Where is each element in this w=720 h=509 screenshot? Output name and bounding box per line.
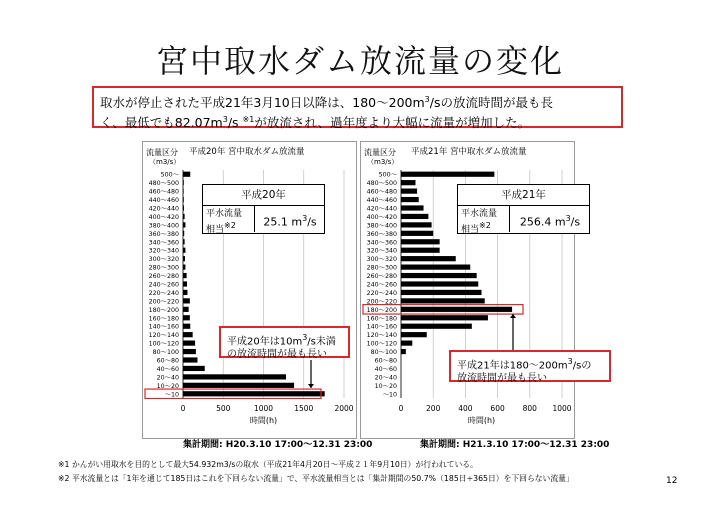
info-box-head: 平成21年 — [458, 185, 589, 206]
footnotes — [58, 458, 574, 486]
bar — [401, 180, 415, 185]
bar — [183, 315, 190, 320]
page-number: 12 — [666, 476, 678, 486]
y-tick-label: 40～60 — [156, 365, 179, 373]
bar — [401, 281, 478, 286]
x-tick-label: 600 — [490, 404, 505, 413]
x-tick-label: 800 — [522, 404, 537, 413]
bar — [183, 290, 187, 295]
y-tick-label: 120～140 — [366, 332, 397, 340]
bar — [401, 332, 427, 337]
y-tick-label: 440～460 — [366, 197, 397, 205]
y-tick-label: 460～480 — [366, 188, 397, 196]
bar — [401, 189, 417, 194]
x-tick-label: 200 — [426, 404, 441, 413]
bar — [183, 273, 187, 278]
bar — [183, 298, 190, 303]
callout-line-2: の放流時間が最も長い — [227, 349, 327, 361]
bar — [401, 298, 485, 303]
chart-title-h21: 平成21年 宮中取水ダム放流量 — [411, 147, 527, 157]
y-tick-label: 260～280 — [366, 273, 397, 281]
y-tick-label: 440～460 — [148, 197, 179, 205]
y-tick-label: 10～20 — [156, 382, 179, 390]
bar — [183, 281, 187, 286]
y-axis-unit: （m3/s） — [149, 158, 181, 166]
bar — [183, 341, 195, 346]
bar — [183, 357, 197, 362]
y-tick-label: ～10 — [164, 391, 179, 399]
y-tick-label: 340～360 — [366, 239, 397, 247]
bar — [183, 256, 185, 261]
bar — [401, 307, 512, 312]
bar — [183, 349, 196, 354]
x-tick-label: 0 — [398, 404, 404, 413]
bar — [183, 205, 184, 210]
y-tick-label: 220～240 — [366, 289, 397, 297]
y-tick-label: 340～360 — [148, 239, 179, 247]
callout-h21 — [449, 350, 611, 385]
y-tick-label: 140～160 — [366, 323, 397, 331]
x-axis-title: 時間(h) — [249, 416, 278, 425]
info-box-value: 256.4 $m^3/s$ — [519, 214, 581, 229]
x-tick-label: 1000 — [253, 404, 274, 413]
info-box-h20 — [202, 184, 325, 234]
bar — [183, 383, 294, 388]
y-tick-label: 320～340 — [148, 247, 179, 255]
bar — [401, 172, 494, 177]
y-tick-label: 160～180 — [366, 315, 397, 323]
arrow-head — [308, 384, 314, 388]
y-tick-label: 280～300 — [148, 264, 179, 272]
y-tick-label: 100～120 — [148, 340, 179, 348]
bar — [183, 197, 184, 202]
bar — [183, 248, 185, 253]
y-tick-label: 420～440 — [366, 205, 397, 213]
y-tick-label: 380～400 — [366, 222, 397, 230]
info-box-head: 平成20年 — [203, 185, 324, 206]
bar — [401, 214, 428, 219]
y-tick-label: 240～260 — [366, 281, 397, 289]
y-tick-label: 60～80 — [156, 357, 179, 365]
summary-box — [92, 86, 623, 131]
y-tick-label: 240～260 — [148, 281, 179, 289]
bar — [401, 239, 440, 244]
info-box-value: 25.1 $m^3/s$ — [263, 214, 317, 229]
y-tick-label: 20～40 — [374, 374, 397, 382]
x-axis-title: 時間(h) — [467, 416, 496, 425]
y-tick-label: 20～40 — [156, 374, 179, 382]
bar — [401, 197, 419, 202]
y-tick-label: 420～440 — [148, 205, 179, 213]
footnote-1: ※1 かんがい用取水を目的として最大54.932m3/sの取水（平成21年4月20日～平成２１年9月10日）が行われている。 — [58, 460, 478, 469]
bar — [401, 265, 470, 270]
bar — [401, 290, 482, 295]
y-tick-label: 40～60 — [374, 365, 397, 373]
y-tick-label: 100～120 — [366, 340, 397, 348]
bar — [401, 315, 488, 320]
y-tick-label: 480～500 — [148, 180, 179, 188]
y-tick-label: 180～200 — [366, 306, 397, 314]
bar — [183, 180, 184, 185]
bar — [183, 222, 185, 227]
period-h21: 集計期間: H21.3.10 17:00～12.31 23:00 — [420, 440, 610, 450]
x-tick-label: 1500 — [294, 404, 314, 413]
bar — [401, 205, 424, 210]
x-tick-label: 2000 — [334, 404, 354, 413]
y-tick-label: 360～380 — [148, 230, 179, 238]
callout-h20 — [219, 326, 350, 361]
y-tick-label: 200～220 — [148, 298, 179, 306]
bar — [183, 391, 325, 396]
y-tick-label: 160～180 — [148, 315, 179, 323]
y-tick-label: 260～280 — [148, 273, 179, 281]
chart-title-h20: 平成20年 宮中取水ダム放流量 — [189, 147, 305, 157]
y-tick-label: 80～100 — [152, 349, 179, 357]
y-tick-label: 400～420 — [366, 213, 397, 221]
y-tick-label: 320～340 — [366, 247, 397, 255]
x-tick-label: 500 — [216, 404, 231, 413]
x-tick-label: 0 — [180, 404, 186, 413]
bar — [401, 349, 406, 354]
y-tick-label: 500～ — [160, 171, 179, 179]
y-tick-label: 80～100 — [370, 349, 397, 357]
summary-line-1: 取水が停止された平成21年3月10日以降は、$180\sim 200m^3/s$の放流時間が最も長 — [100, 95, 553, 111]
y-tick-label: 220～240 — [148, 289, 179, 297]
bar — [401, 273, 477, 278]
y-tick-label: 60～80 — [374, 357, 397, 365]
footnote-2: ※2 平水流量とは「1年を通じて185日はこれを下回らない流量」で、平水流量相当とは「集計期間の50.7%（185日÷365日）を下回らない流量」 — [58, 474, 574, 483]
info-box-h21 — [457, 184, 590, 234]
x-tick-label: 1000 — [552, 404, 572, 413]
callout-line-1: 平成20年は$10m^3/s$未満 — [227, 333, 336, 348]
bar — [401, 222, 432, 227]
y-axis-title: 流量区分 — [364, 148, 396, 157]
bar — [401, 256, 456, 261]
y-axis-title: 流量区分 — [146, 148, 178, 157]
bar — [183, 239, 185, 244]
y-tick-label: 460～480 — [148, 188, 179, 196]
bar — [183, 366, 205, 371]
summary-line-2: く、最低でも$82.07m^3/s$ $^{※1}$が放流され、過年度より大幅に流量が増加した。 — [100, 115, 531, 131]
bar — [183, 265, 185, 270]
y-tick-label: 280～300 — [366, 264, 397, 272]
y-tick-label: 300～320 — [148, 256, 179, 264]
bar — [183, 374, 286, 379]
period-h20: 集計期間: H20.3.10 17:00～12.31 23:00 — [183, 440, 373, 450]
y-tick-label: 200～220 — [366, 298, 397, 306]
y-tick-label: 140～160 — [148, 323, 179, 331]
y-tick-label: 360～380 — [366, 230, 397, 238]
info-box-label: 平水流量 相当$^{※2}$ — [458, 206, 510, 232]
bar — [401, 248, 440, 253]
bar — [183, 307, 189, 312]
callout-line-1: 平成21年は$180\sim 200m^3/s$の — [457, 357, 592, 372]
info-box-label: 平水流量 相当$^{※2}$ — [203, 206, 255, 232]
y-tick-label: 500～ — [378, 171, 397, 179]
y-tick-label: 180～200 — [148, 306, 179, 314]
y-tick-label: 380～400 — [148, 222, 179, 230]
callout-line-2: 放流時間が最も長い — [457, 373, 547, 385]
y-axis-unit: （m3/s） — [367, 158, 399, 166]
bar — [183, 324, 190, 329]
y-tick-label: ～10 — [382, 391, 397, 399]
bar — [183, 214, 185, 219]
bar — [401, 324, 472, 329]
bar — [183, 231, 184, 236]
bar — [401, 231, 433, 236]
bar — [183, 332, 193, 337]
bar — [183, 172, 190, 177]
y-tick-label: 480～500 — [366, 180, 397, 188]
y-tick-label: 10～20 — [374, 382, 397, 390]
y-tick-label: 300～320 — [366, 256, 397, 264]
bar — [183, 189, 184, 194]
y-tick-label: 120～140 — [148, 332, 179, 340]
bar — [401, 341, 412, 346]
y-tick-label: 400～420 — [148, 213, 179, 221]
x-tick-label: 400 — [458, 404, 473, 413]
page-title: 宮中取水ダム放流量の変化 — [155, 42, 564, 80]
